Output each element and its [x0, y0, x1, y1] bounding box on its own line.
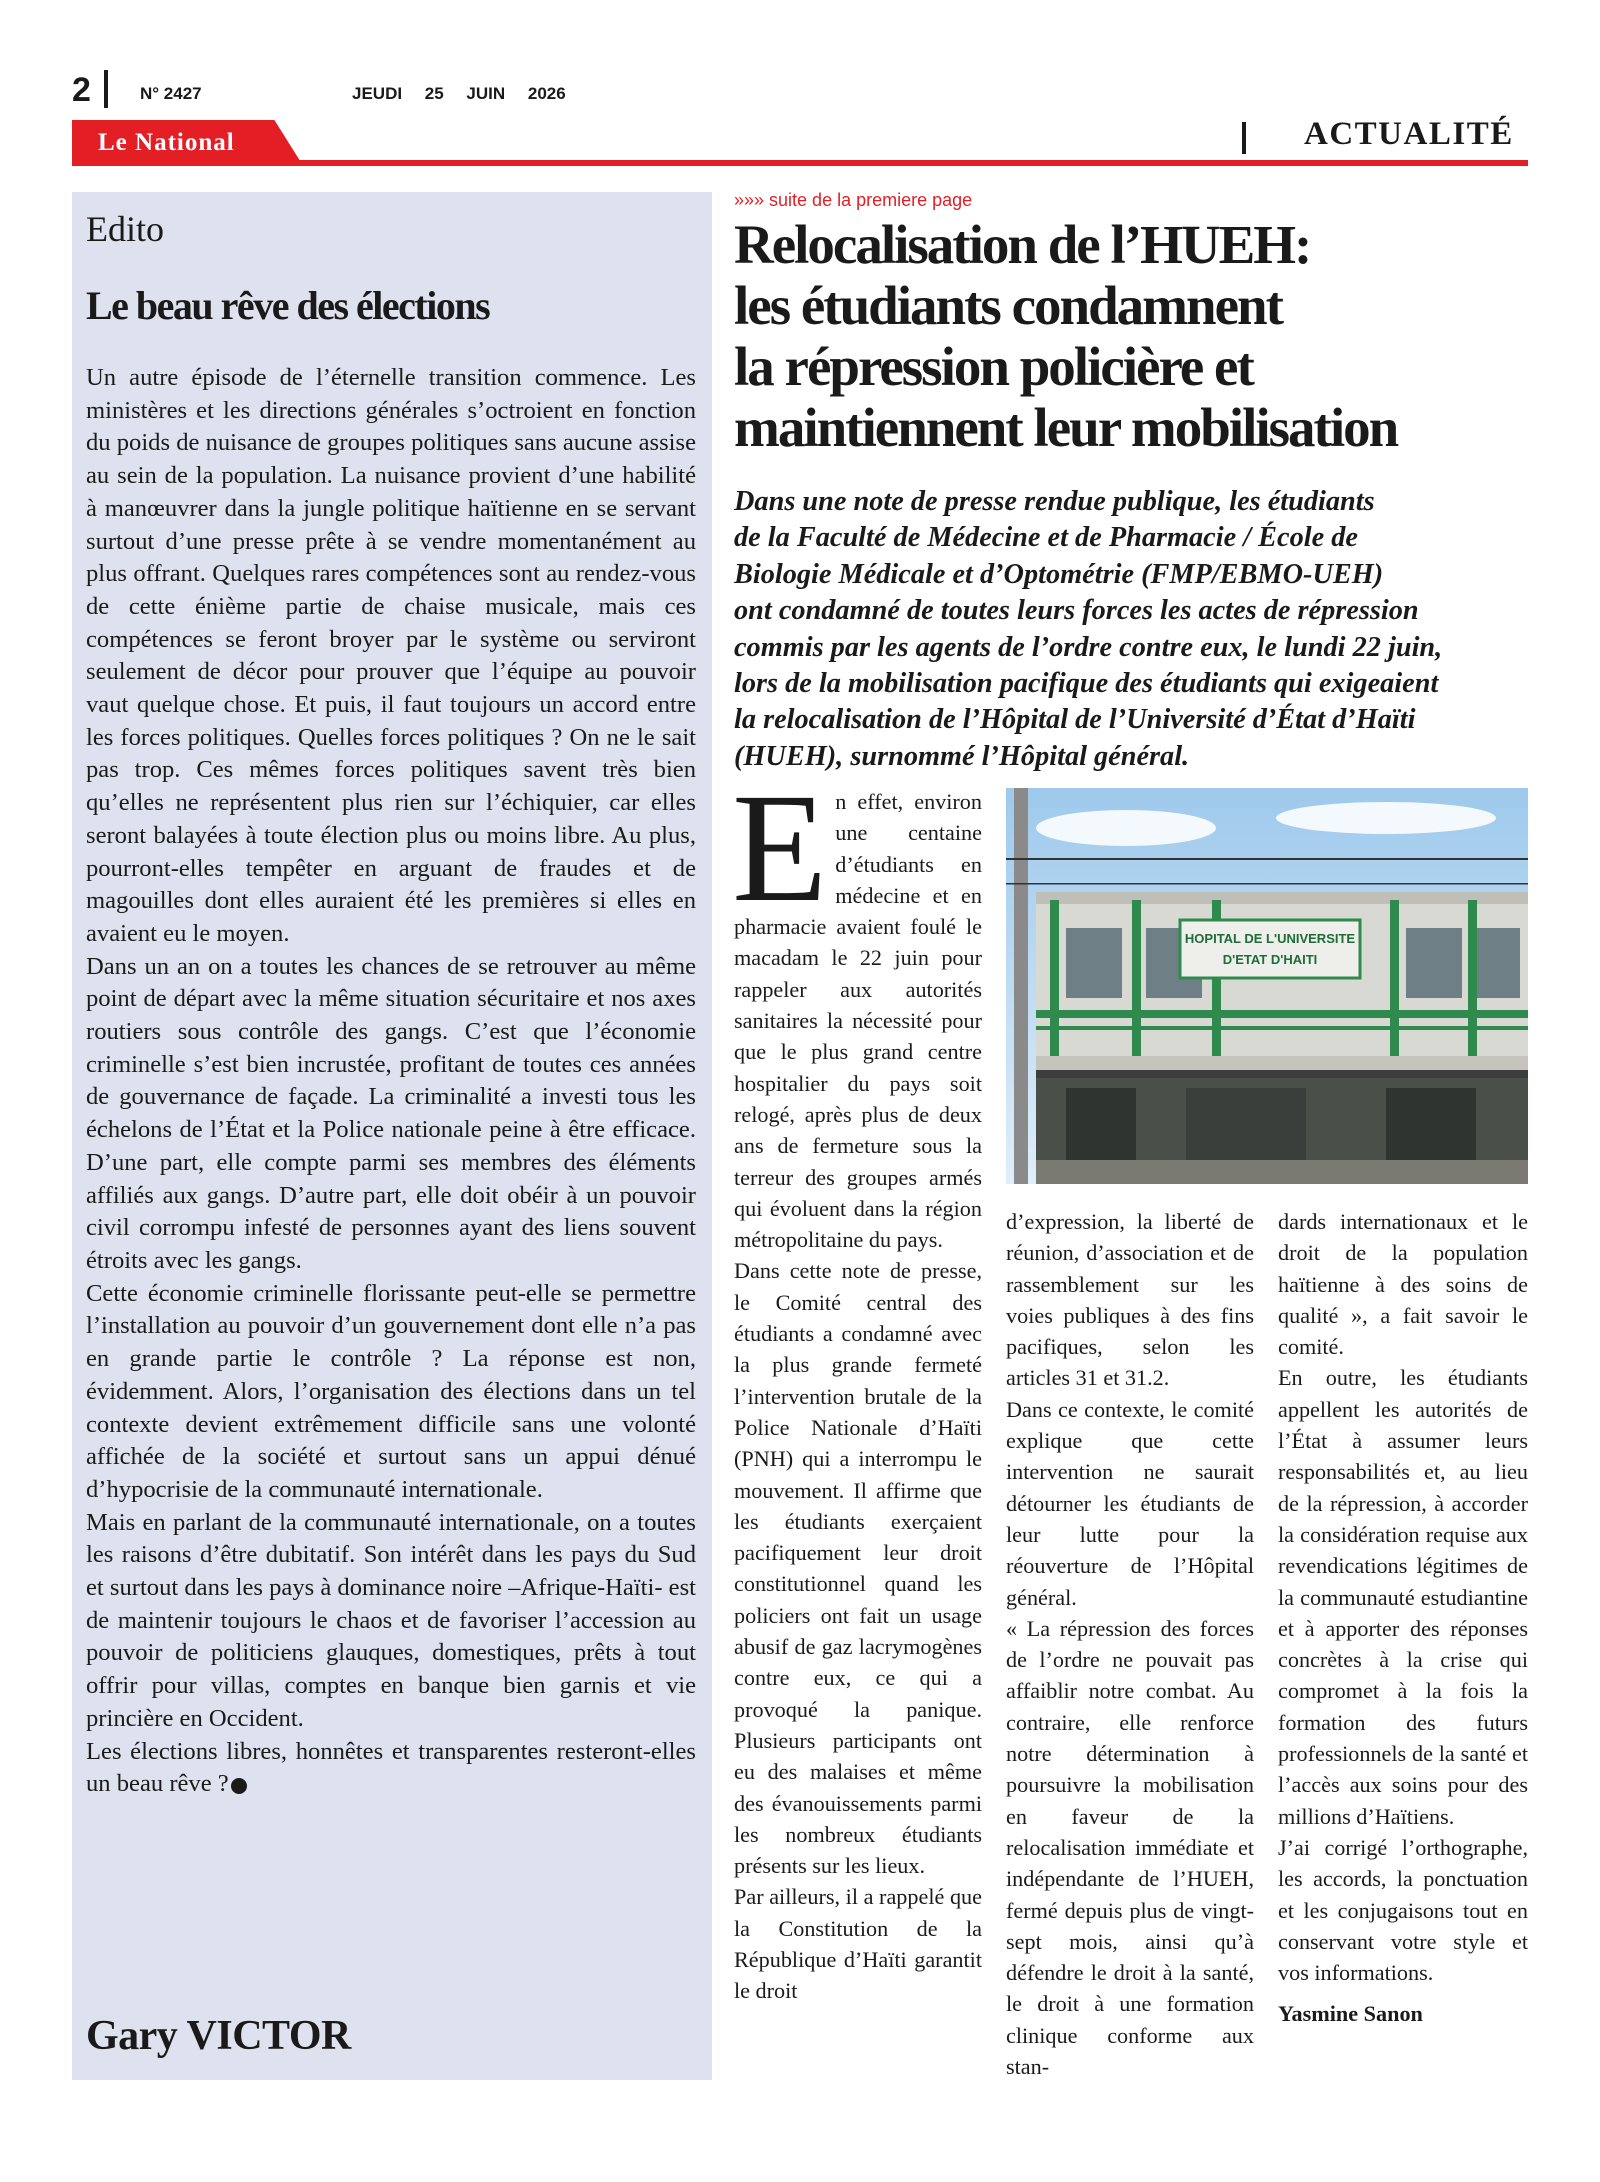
page-number: 2	[72, 71, 91, 109]
article-column-3	[1278, 1206, 1528, 2030]
article-first-text: n effet, environ une centaine d’étudiants en médecine et en pharmacie avaient foulé le macadam le 22 juin pour rappeler aux autorités sanitaires la nécessité pour que le plus grand centre hospitalier du pays soit relogé, après plus de deux ans de fermeture sous la terreur des groupes armés qui évoluent dans la région métropolitaine du pays.	[734, 789, 982, 1253]
lede-line: ont condamné de toutes leurs forces les actes de répression	[734, 595, 1419, 627]
edito-paragraph: Dans un an on a toutes les chances de se retrouver au même point de départ avec la même situation sécuritaire et nos axes routiers sous contrôle des gangs. C’est que l’économie criminelle s’est bien incrustée, profitant de toutes ces années de gouvernance de façade. La criminalité a investi tous les échelons de l’État et la Police nationale peine à être efficace. D’une part, elle compte parmi ses membres des éléments affiliés aux gangs. D’autre part, elle doit obéir à un pouvoir civil corrompu infesté de personnes ayant des liens souvent étroits avec les gangs.	[86, 952, 696, 1274]
article-paragraph: Dans ce contexte, le comité explique que cette intervention ne saurait détourner les étudiants de leur lutte pour la réouverture de l’Hôpital général.	[1006, 1396, 1254, 1610]
lede-line: lors de la mobilisation pacifique des étudiants qui exigeaient	[734, 668, 1439, 700]
end-mark-icon	[231, 1778, 247, 1794]
title-line: la répression policière et	[734, 336, 1253, 397]
lede-line: Dans une note de presse rendue publique, les étudiants	[734, 486, 1375, 517]
edito-paragraph: Un autre épisode de l’éternelle transition commence. Les ministères et les directions générales s’octroient en fonction du poids de nuisance de groupes politiques sans aucune assise au sein de la population. La nuisance provient d’une habilité à manœuvrer dans la jungle politique haïtienne en se servant surtout d’une presse prête à se vendre momentanément au plus offrant. Quelques rares compétences sont au rendez-vous de cette énième partie de chaise musicale, mais ces compétences se feront broyer par le système ou serviront seulement de décor pour prouver que l’équipe au pouvoir vaut quelque chose. Et puis, il faut toujours un accord entre les forces politiques. Quelles forces politiques ? On ne le sait pas trop. Ces mêmes forces politiques savent très bien qu’elles ne représentent plus rien sur l’échiquier, car elles seront balayées à toute élection plus ou moins libre. Au plus, pourront-elles tempêter en arguant de fraudes et de magouilles dont elles auraient été les premières si elles en avaient eu le moyen.	[86, 364, 696, 947]
drop-cap: E	[732, 761, 828, 934]
continuation-note: »»» suite de la premiere page	[734, 190, 973, 210]
hospital-building-image	[1006, 788, 1528, 1184]
article-column-1	[732, 761, 982, 2007]
article-paragraph: d’expression, la liberté de réunion, d’association et de rassemblement sur les voies publiques à des fins pacifiques, selon les articles 31 et 31.2.	[1006, 1209, 1254, 1391]
header-rule	[72, 160, 1528, 166]
article-column-2	[1006, 1206, 1254, 2082]
article-paragraph: Par ailleurs, il a rappelé que la Constitution de la République d’Haïti garantit le droit	[734, 1884, 982, 2004]
issue-date: JEUDI 25 JUIN 2026	[352, 84, 566, 103]
section-label: ACTUALITÉ	[1304, 116, 1514, 152]
article-paragraph: En outre, les étudiants appellent les autorités de l’État à assumer leurs responsabilités et, au lieu de la répression, à accorder la considération requise aux revendications légitimes de la communauté estudiantine et à apporter des réponses concrètes à la crise qui compromet à la fois la formation des futurs professionnels de la santé et l’accès aux soins pour des millions d’Haïtiens.	[1278, 1365, 1528, 1829]
header-divider	[104, 70, 108, 108]
title-line: maintiennent leur mobilisation	[734, 397, 1398, 458]
title-line: Relocalisation de l’HUEH:	[734, 214, 1311, 275]
article-lede	[734, 484, 1530, 775]
article-paragraph: J’ai corrigé l’orthographe, les accords, la ponctuation et les conjugaisons tout en conservant votre style et vos informations.	[1278, 1834, 1528, 1986]
photo-sign-line-2: D'ETAT D'HAITI	[1222, 952, 1318, 967]
article-paragraph: « La répression des forces de l’ordre ne pouvait pas affaiblir notre combat. Au contraire, elle renforce notre détermination à poursuivre la mobilisation en faveur de la relocalisation immédiate et indépendante de l’HUEH, fermé depuis plus de vingt-sept mois, ainsi qu’à défendre le droit à la santé, le droit à une formation clinique conforme aux stan-	[1006, 1615, 1254, 2080]
edito-body	[86, 362, 696, 1801]
article-paragraph	[732, 761, 982, 1255]
edito-author: Gary VICTOR	[86, 2013, 351, 2059]
issue-number: N° 2427	[140, 84, 202, 103]
article-paragraph: dards internationaux et le droit de la population haïtienne à des soins de qualité », a fait savoir le comité.	[1278, 1209, 1528, 1360]
lede-line: commis par les agents de l’ordre contre eux, le lundi 22 juin,	[734, 631, 1443, 663]
edito-paragraph: Mais en parlant de la communauté internationale, on a toutes les raisons d’être dubitatif. Son intérêt dans les pays du Sud et surtout dans les pays à dominance noire –Afrique-Haïti- est de maintenir toujours le chaos et de favoriser l’accession au pouvoir de politiciens glauques, domestiques, prêts à tout offrir pour villas, comptes en banque bien garnis et vie princière en Occident.	[86, 1508, 696, 1732]
edito-title: Le beau rêve des élections	[86, 283, 490, 328]
edito-paragraph: Cette économie criminelle florissante peut-elle se permettre l’installation au pouvoir d’un gouvernement dont elle n’a pas en grande partie le contrôle ? La réponse est non, évidemment. Alors, l’organisation des élections dans un tel contexte devient extrêmement difficile sans une volonté affichée de la société et surtout sans un appui dénué d’hypocrisie de la communauté internationale.	[86, 1279, 696, 1503]
edito-label: Edito	[86, 209, 164, 249]
edito-paragraph-last	[86, 1736, 696, 1801]
lede-line: de la Faculté de Médecine et de Pharmacie / École de	[734, 522, 1358, 554]
hospital-photo	[1006, 788, 1528, 1184]
article-title	[734, 214, 1534, 458]
article-paragraph: Dans cette note de presse, le Comité central des étudiants a condamné avec la plus grande fermeté l’intervention brutale de la Police Nationale d’Haïti (PNH) qui a interrompu le mouvement. Il affirme que les étudiants exerçaient pacifiquement leur droit constitutionnel quand les policiers ont fait un usage abusif de gaz lacrymogènes contre eux, ce qui a provoqué la panique. Plusieurs participants ont eu des malaises et même des évanouissements parmi les nombreux étudiants présents sur les lieux.	[734, 1258, 982, 1879]
brand-name: Le National	[98, 129, 235, 156]
edito-closing-text: Les élections libres, honnêtes et transparentes resteront-elles un beau rêve ?	[86, 1737, 696, 1798]
photo-sign-line-1: HOPITAL DE L'UNIVERSITE	[1184, 931, 1356, 946]
lede-line: Biologie Médicale et d’Optométrie (FMP/EBMO-UEH)	[734, 558, 1384, 590]
section-divider	[1242, 122, 1246, 154]
lede-line: la relocalisation de l’Hôpital de l’Université d’État d’Haïti	[734, 704, 1416, 736]
lede-line: (HUEH), surnommé l’Hôpital général.	[734, 740, 1190, 772]
title-line: les étudiants condamnent	[734, 275, 1282, 336]
article-author: Yasmine Sanon	[1278, 2001, 1423, 2027]
